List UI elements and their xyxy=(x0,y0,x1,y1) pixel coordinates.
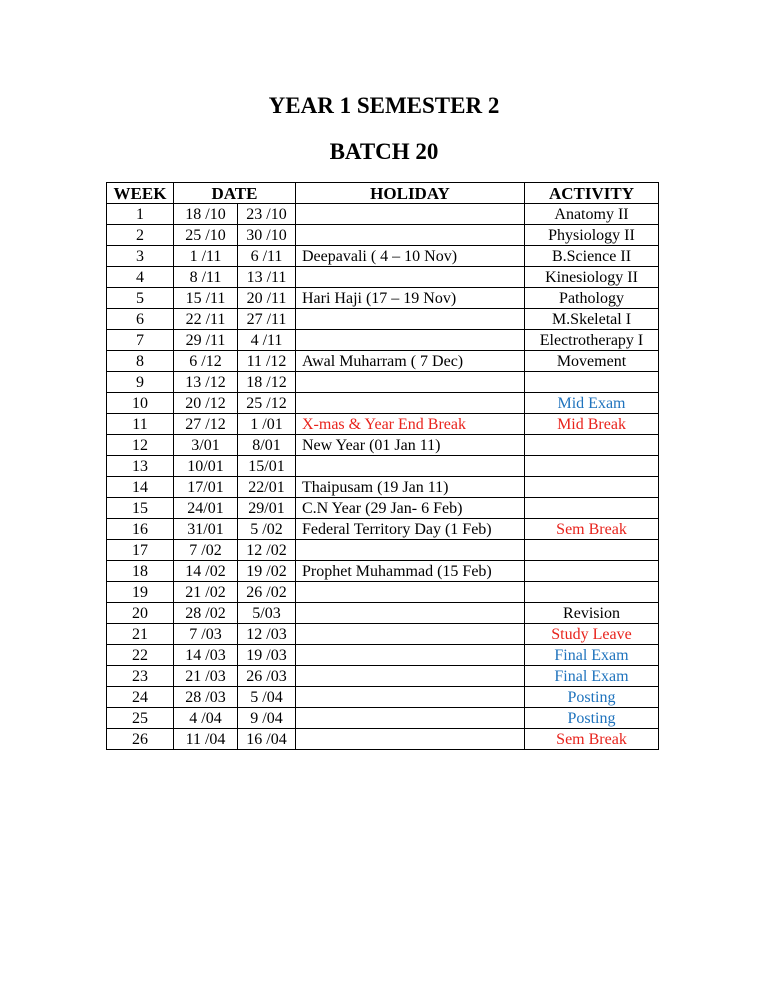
holiday-cell: Prophet Muhammad (15 Feb) xyxy=(296,561,525,582)
date-end-cell: 13 /11 xyxy=(238,267,296,288)
table-row xyxy=(107,519,659,540)
holiday-cell xyxy=(296,666,525,687)
holiday-cell: Deepavali ( 4 – 10 Nov) xyxy=(296,246,525,267)
date-end-cell: 8/01 xyxy=(238,435,296,456)
holiday-cell: Hari Haji (17 – 19 Nov) xyxy=(296,288,525,309)
holiday-cell: Awal Muharram ( 7 Dec) xyxy=(296,351,525,372)
activity-cell xyxy=(525,540,659,561)
date-start-cell: 14 /03 xyxy=(174,645,238,666)
date-start-cell: 4 /04 xyxy=(174,708,238,729)
date-end-cell: 22/01 xyxy=(238,477,296,498)
week-cell: 14 xyxy=(107,477,174,498)
date-end-cell: 27 /11 xyxy=(238,309,296,330)
week-cell: 8 xyxy=(107,351,174,372)
date-end-cell: 30 /10 xyxy=(238,225,296,246)
table-row xyxy=(107,414,659,435)
holiday-cell xyxy=(296,456,525,477)
table-row xyxy=(107,204,659,225)
table-row xyxy=(107,309,659,330)
activity-cell xyxy=(525,561,659,582)
table-row xyxy=(107,708,659,729)
date-start-cell: 15 /11 xyxy=(174,288,238,309)
date-end-cell: 23 /10 xyxy=(238,204,296,225)
holiday-cell xyxy=(296,309,525,330)
date-end-cell: 5 /04 xyxy=(238,687,296,708)
activity-cell xyxy=(525,456,659,477)
table-row xyxy=(107,456,659,477)
date-start-cell: 3/01 xyxy=(174,435,238,456)
table-row xyxy=(107,267,659,288)
table-row xyxy=(107,372,659,393)
date-start-cell: 20 /12 xyxy=(174,393,238,414)
week-cell: 3 xyxy=(107,246,174,267)
page-subtitle: BATCH 20 xyxy=(329,139,439,164)
date-end-cell: 26 /03 xyxy=(238,666,296,687)
holiday-cell: Thaipusam (19 Jan 11) xyxy=(296,477,525,498)
header-holiday: HOLIDAY xyxy=(296,183,525,204)
holiday-cell xyxy=(296,708,525,729)
date-start-cell: 18 /10 xyxy=(174,204,238,225)
activity-cell: Kinesiology II xyxy=(525,267,659,288)
activity-cell xyxy=(525,477,659,498)
date-start-cell: 28 /02 xyxy=(174,603,238,624)
activity-cell: B.Science II xyxy=(525,246,659,267)
table-row xyxy=(107,666,659,687)
activity-cell: Final Exam xyxy=(525,666,659,687)
schedule-table xyxy=(106,182,659,750)
holiday-cell xyxy=(296,729,525,750)
date-end-cell: 16 /04 xyxy=(238,729,296,750)
date-start-cell: 17/01 xyxy=(174,477,238,498)
header-activity: ACTIVITY xyxy=(525,183,659,204)
week-cell: 16 xyxy=(107,519,174,540)
table-row xyxy=(107,561,659,582)
date-end-cell: 9 /04 xyxy=(238,708,296,729)
activity-cell: Movement xyxy=(525,351,659,372)
holiday-cell xyxy=(296,624,525,645)
activity-cell xyxy=(525,498,659,519)
date-end-cell: 18 /12 xyxy=(238,372,296,393)
week-cell: 7 xyxy=(107,330,174,351)
table-row xyxy=(107,582,659,603)
activity-cell xyxy=(525,582,659,603)
date-start-cell: 10/01 xyxy=(174,456,238,477)
week-cell: 26 xyxy=(107,729,174,750)
week-cell: 10 xyxy=(107,393,174,414)
holiday-cell xyxy=(296,645,525,666)
table-row xyxy=(107,498,659,519)
page-title: YEAR 1 SEMESTER 2 xyxy=(268,93,500,118)
header-date: DATE xyxy=(174,183,296,204)
holiday-cell xyxy=(296,582,525,603)
date-start-cell: 11 /04 xyxy=(174,729,238,750)
holiday-cell: Federal Territory Day (1 Feb) xyxy=(296,519,525,540)
week-cell: 22 xyxy=(107,645,174,666)
date-start-cell: 1 /11 xyxy=(174,246,238,267)
week-cell: 1 xyxy=(107,204,174,225)
week-cell: 18 xyxy=(107,561,174,582)
activity-cell: Posting xyxy=(525,687,659,708)
week-cell: 19 xyxy=(107,582,174,603)
activity-cell xyxy=(525,435,659,456)
activity-cell: Study Leave xyxy=(525,624,659,645)
date-end-cell: 12 /03 xyxy=(238,624,296,645)
week-cell: 5 xyxy=(107,288,174,309)
date-end-cell: 5 /02 xyxy=(238,519,296,540)
week-cell: 20 xyxy=(107,603,174,624)
date-start-cell: 13 /12 xyxy=(174,372,238,393)
date-end-cell: 11 /12 xyxy=(238,351,296,372)
date-end-cell: 29/01 xyxy=(238,498,296,519)
holiday-cell xyxy=(296,204,525,225)
date-end-cell: 1 /01 xyxy=(238,414,296,435)
schedule-body xyxy=(107,204,659,750)
week-cell: 4 xyxy=(107,267,174,288)
holiday-cell xyxy=(296,540,525,561)
table-row xyxy=(107,288,659,309)
date-start-cell: 6 /12 xyxy=(174,351,238,372)
date-start-cell: 29 /11 xyxy=(174,330,238,351)
holiday-cell: X-mas & Year End Break xyxy=(296,414,525,435)
date-start-cell: 14 /02 xyxy=(174,561,238,582)
holiday-cell xyxy=(296,393,525,414)
activity-cell: Mid Break xyxy=(525,414,659,435)
table-row xyxy=(107,225,659,246)
week-cell: 11 xyxy=(107,414,174,435)
date-start-cell: 27 /12 xyxy=(174,414,238,435)
date-end-cell: 5/03 xyxy=(238,603,296,624)
table-header-row xyxy=(107,183,659,204)
week-cell: 13 xyxy=(107,456,174,477)
date-start-cell: 7 /03 xyxy=(174,624,238,645)
activity-cell: Sem Break xyxy=(525,519,659,540)
week-cell: 21 xyxy=(107,624,174,645)
date-start-cell: 24/01 xyxy=(174,498,238,519)
activity-cell: Physiology II xyxy=(525,225,659,246)
holiday-cell xyxy=(296,225,525,246)
activity-cell: Anatomy II xyxy=(525,204,659,225)
week-cell: 15 xyxy=(107,498,174,519)
date-start-cell: 8 /11 xyxy=(174,267,238,288)
date-end-cell: 25 /12 xyxy=(238,393,296,414)
week-cell: 17 xyxy=(107,540,174,561)
table-row xyxy=(107,645,659,666)
activity-cell xyxy=(525,372,659,393)
table-row xyxy=(107,330,659,351)
activity-cell: Final Exam xyxy=(525,645,659,666)
date-end-cell: 20 /11 xyxy=(238,288,296,309)
table-row xyxy=(107,603,659,624)
date-start-cell: 7 /02 xyxy=(174,540,238,561)
table-row xyxy=(107,393,659,414)
date-end-cell: 15/01 xyxy=(238,456,296,477)
date-start-cell: 22 /11 xyxy=(174,309,238,330)
week-cell: 12 xyxy=(107,435,174,456)
table-row xyxy=(107,687,659,708)
date-end-cell: 19 /02 xyxy=(238,561,296,582)
week-cell: 2 xyxy=(107,225,174,246)
date-start-cell: 25 /10 xyxy=(174,225,238,246)
week-cell: 23 xyxy=(107,666,174,687)
date-end-cell: 4 /11 xyxy=(238,330,296,351)
activity-cell: Electrotherapy I xyxy=(525,330,659,351)
activity-cell: Sem Break xyxy=(525,729,659,750)
holiday-cell xyxy=(296,330,525,351)
week-cell: 9 xyxy=(107,372,174,393)
holiday-cell: New Year (01 Jan 11) xyxy=(296,435,525,456)
date-end-cell: 12 /02 xyxy=(238,540,296,561)
table-row xyxy=(107,624,659,645)
date-start-cell: 28 /03 xyxy=(174,687,238,708)
table-row xyxy=(107,246,659,267)
holiday-cell: C.N Year (29 Jan- 6 Feb) xyxy=(296,498,525,519)
activity-cell: Pathology xyxy=(525,288,659,309)
date-end-cell: 26 /02 xyxy=(238,582,296,603)
date-start-cell: 21 /03 xyxy=(174,666,238,687)
header-week: WEEK xyxy=(107,183,174,204)
table-row xyxy=(107,729,659,750)
activity-cell: Mid Exam xyxy=(525,393,659,414)
week-cell: 24 xyxy=(107,687,174,708)
table-row xyxy=(107,435,659,456)
activity-cell: Revision xyxy=(525,603,659,624)
table-row xyxy=(107,540,659,561)
table-row xyxy=(107,477,659,498)
holiday-cell xyxy=(296,687,525,708)
activity-cell: M.Skeletal I xyxy=(525,309,659,330)
week-cell: 6 xyxy=(107,309,174,330)
week-cell: 25 xyxy=(107,708,174,729)
holiday-cell xyxy=(296,603,525,624)
activity-cell: Posting xyxy=(525,708,659,729)
date-start-cell: 21 /02 xyxy=(174,582,238,603)
holiday-cell xyxy=(296,372,525,393)
date-end-cell: 19 /03 xyxy=(238,645,296,666)
date-end-cell: 6 /11 xyxy=(238,246,296,267)
table-row xyxy=(107,351,659,372)
date-start-cell: 31/01 xyxy=(174,519,238,540)
holiday-cell xyxy=(296,267,525,288)
